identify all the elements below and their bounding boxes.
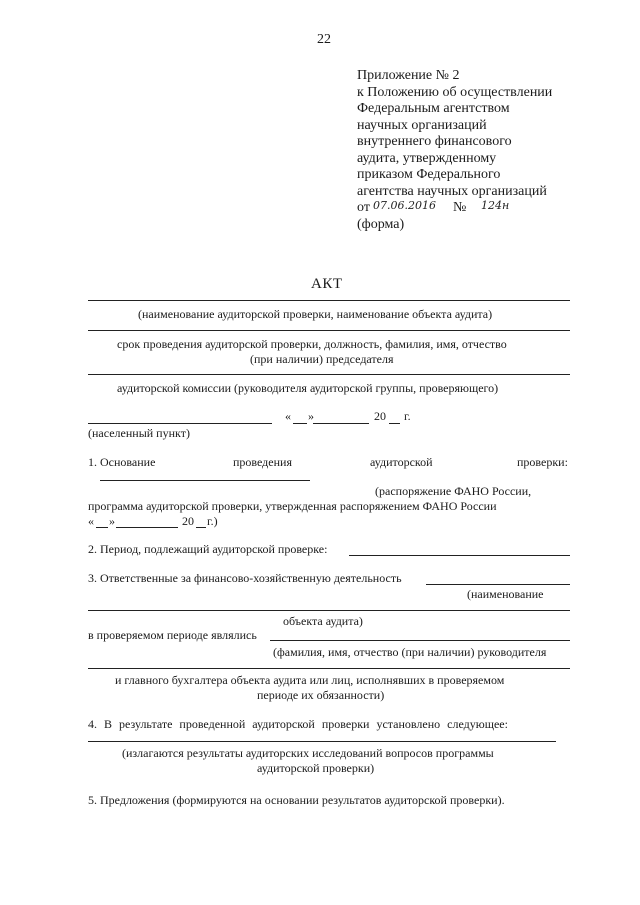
item1-day-line: [96, 527, 108, 528]
commission-line: [88, 374, 570, 375]
item3-line-3: [270, 640, 570, 641]
item1-program-line: программа аудиторской проверки, утвержденная распоряжением ФАНО России: [88, 499, 497, 513]
handwritten-number: 124н: [481, 199, 510, 212]
quote-open: «: [285, 409, 291, 423]
item2-label: 2. Период, подлежащий аудиторской проверке:: [88, 542, 328, 556]
commission-caption: аудиторской комиссии (руководителя аудиторской группы, проверяющего): [117, 381, 499, 395]
form-label: (форма): [357, 217, 405, 232]
item4-caption-1: (излагаются результаты аудиторских исследований вопросов программы: [122, 746, 494, 760]
year-suffix: г.: [404, 409, 411, 423]
year-prefix: 20: [374, 409, 386, 423]
item1-quote-close: »: [109, 514, 115, 528]
appendix-line: агентства научных организаций: [357, 183, 547, 199]
item1-year-line: [196, 527, 206, 528]
year-line: [389, 423, 400, 424]
item5-label: 5. Предложения (формируются на основании результатов аудиторской проверки).: [88, 793, 505, 807]
document-title: АКТ: [311, 276, 343, 292]
item3-line-1: [426, 584, 570, 585]
item3-caption-3: (фамилия, имя, отчество (при наличии) руководителя: [273, 645, 547, 659]
handwritten-date: 07.06.2016: [373, 199, 436, 212]
item3-period-label: в проверяемом периоде являлись: [88, 628, 257, 642]
item1-year: 20: [182, 514, 194, 528]
item3-caption-5: периоде их обязанности): [257, 688, 385, 702]
item2-line: [349, 555, 570, 556]
month-line: [313, 423, 369, 424]
number-label: №: [453, 200, 467, 215]
audit-name-caption: (наименование аудиторской проверки, наименование объекта аудита): [138, 307, 493, 321]
item4-caption-2: аудиторской проверки): [257, 761, 375, 775]
item3-caption-2: объекта аудита): [283, 614, 363, 628]
item1-basis-line: [100, 480, 310, 481]
item4-line: [88, 741, 556, 742]
item1-quote-open: «: [88, 514, 94, 528]
item1-word-1: 1. Основание: [88, 455, 156, 469]
item1-basis-caption: (распоряжение ФАНО России,: [375, 484, 532, 498]
item1-word-4: проверки:: [517, 455, 568, 469]
item3-line-4: [88, 668, 570, 669]
appendix-block: [357, 68, 552, 234]
item3-caption-4: и главного бухгалтера объекта аудита или лиц, исполнявших в проверяемом: [115, 673, 505, 687]
item3-label: 3. Ответственные за финансово-хозяйственную деятельность: [88, 571, 402, 585]
appendix-line: приказом Федерального: [357, 167, 501, 182]
period-caption-2: (при наличии) председателя: [250, 352, 394, 366]
appendix-line: к Положению об осуществлении: [357, 84, 553, 100]
item3-line-2: [88, 610, 570, 611]
from-label: от: [357, 200, 370, 215]
place-line: [88, 423, 272, 424]
item1-word-2: проведения: [233, 455, 292, 469]
page-number: 22: [317, 32, 331, 47]
settlement-caption: (населенный пункт): [88, 426, 190, 440]
appendix-line: Федеральным агентством: [357, 101, 510, 116]
appendix-line: Приложение № 2: [357, 68, 460, 83]
item1-month-line: [116, 527, 178, 528]
item1-word-3: аудиторской: [370, 455, 433, 469]
appendix-line: внутреннего финансового: [357, 134, 512, 149]
item4-label: 4. В результате проведенной аудиторской проверки установлено следующее:: [88, 717, 508, 731]
period-caption-1: срок проведения аудиторской проверки, должность, фамилия, имя, отчество: [117, 337, 507, 351]
item1-date-suffix: г.): [207, 514, 218, 528]
item3-caption-1: (наименование: [467, 587, 544, 601]
appendix-line: научных организаций: [357, 117, 487, 133]
day-line: [293, 423, 307, 424]
appendix-line: аудита, утвержденному: [357, 150, 497, 166]
period-line: [88, 330, 570, 331]
order-date-row: [357, 200, 552, 217]
quote-close: »: [308, 409, 314, 423]
audit-name-line: [88, 300, 570, 301]
